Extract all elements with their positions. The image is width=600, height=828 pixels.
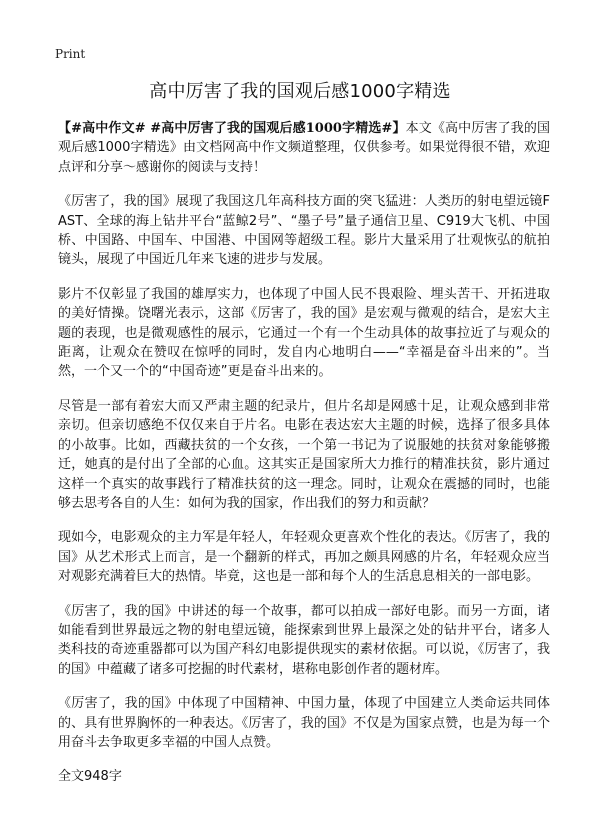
word-count: 全文948字 [58, 769, 122, 785]
body-paragraph: 现如今，电影观众的主力军是年轻人，年轻观众更喜欢个性化的表达。《厉害了，我的国》从艺术形式上而言，是一个翻新的样式，再加之颇具网感的片名，年轻观众应当对观影充满着巨大的热情。毕竟，这也是一部和每个人的生活息息相关的一部电影。 [58, 530, 550, 585]
print-label: Print [55, 47, 86, 61]
page-title: 高中厉害了我的国观后感1000字精选 [149, 81, 451, 102]
intro-paragraph [58, 119, 550, 177]
body-paragraph: 《厉害了，我的国》中讲述的每一个故事，都可以拍成一部好电影。而另一方面，诸如能看到世界最远之物的射电望远镜，能探索到世界上最深之处的钻井平台，诸多人类科技的奇迹重器都可以为国产科幻电影提供现实的素材依据。可以说，《厉害了，我的国》中蕴藏了诸多可挖掘的时代素材，堪称电影创作者的题材库。 [58, 603, 550, 677]
intro-tags: 【#高中作文# #高中厉害了我的国观后感1000字精选#】 [58, 121, 406, 136]
body-paragraph: 尽管是一部有着宏大而又严肃主题的纪录片，但片名却是网感十足，让观众感到非常亲切。但亲切感绝不仅仅来自于片名。电影在表达宏大主题的时候，选择了很多具体的小故事。比如，西藏扶贫的一个女孩，一个第一书记为了说服她的扶贫对象能够搬迁，她真的是付出了全部的心血。这其实正是国家所大力推行的精准扶贫，影片通过这样一个真实的故事践行了精准扶贫的这一理念。同时，让观众在震撼的同时，也能够去思考各自的人生：如何为我的国家，作出我们的努力和贡献？ [58, 398, 550, 511]
body-paragraph: 《厉害了，我的国》中体现了中国精神、中国力量，体现了中国建立人类命运共同体的、具有世界胸怀的一种表达。《厉害了，我的国》不仅是为国家点赞，也是为每一个用奋斗去争取更多幸福的中国人点赞。 [58, 696, 550, 750]
body-paragraph: 《厉害了，我的国》展现了我国这几年高科技方面的突飞猛进：人类历的射电望远镜FAST、全球的海上钻井平台“蓝鲸2号”、“墨子号”量子通信卫星、C919大飞机、中国桥、中国路、中国车、中国港、中国网等超级工程。影片大量采用了壮观恢弘的航拍镜头，展现了中国近几年来飞速的进步与发展。 [58, 194, 550, 268]
article-body [58, 119, 550, 786]
body-paragraph: 影片不仅彰显了我国的雄厚实力，也体现了中国人民不畏艰险、埋头苦干、开拓进取的美好情操。饶曙光表示，这部《厉害了，我的国》是宏观与微观的结合，是宏大主题的表现，也是微观感性的展示，它通过一个有一个生动具体的故事拉近了与观众的距离，让观众在赞叹在惊呼的同时，发自内心地明白——“幸福是奋斗出来的”。当然，一个又一个的“中国奇迹”更是奋斗出来的。 [58, 286, 550, 380]
intro-text: 本文《高中厉害了我的国观后感1000字精选》由文档网高中作文频道整理，仅供参考。如果觉得很不错，欢迎点评和分享～感谢你的阅读与支持！ [58, 121, 550, 175]
